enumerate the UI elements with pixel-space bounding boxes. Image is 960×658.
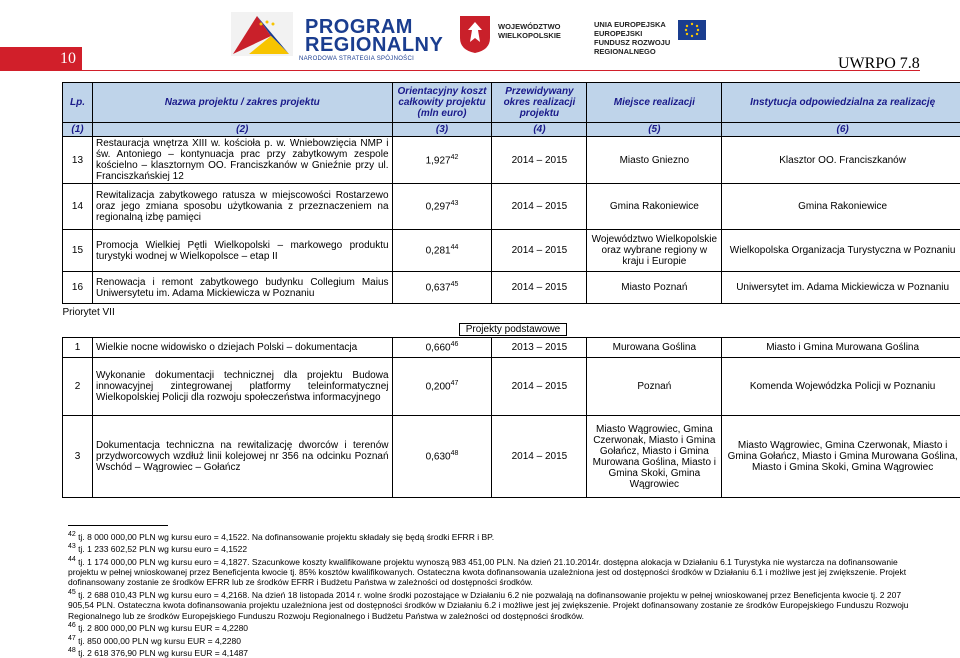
voivodeship-name: WOJEWÓDZTWO WIELKOPOLSKIE xyxy=(498,22,566,40)
col-number: (5) xyxy=(587,123,722,137)
footnote: $^{46}$ tj. 2 800 000,00 PLN wg kursu EUR = 4,2280 xyxy=(68,621,920,633)
table-numbers-row xyxy=(63,123,960,137)
row-period: 2014 – 2015 xyxy=(492,230,587,272)
row-period: 2014 – 2015 xyxy=(492,272,587,304)
row-cost: 0,637$^{45}$ xyxy=(392,272,492,304)
col-name: Nazwa projektu / zakres projektu xyxy=(92,83,392,123)
table-row xyxy=(63,137,960,184)
row-name: Wielkie nocne widowisko o dziejach Polski – dokumentacja xyxy=(92,338,392,358)
row-place: Gmina Rakoniewice xyxy=(587,184,722,230)
eu-logo xyxy=(594,12,704,52)
footnotes xyxy=(68,530,920,658)
col-place: Miejsce realizacji xyxy=(587,83,722,123)
footnote: $^{44}$ tj. 1 174 000,00 PLN wg kursu euro = 4,1827. Szacunkowe koszty kwalifikowane projektu wynoszą 983 451,00 PLN. Na dzień 21.10.2014r. dostępna alokacja w Działaniu 6.1 Turystyka nie wystarcza na dofinansowanie projektu w pełnej wnioskowanej przez Beneficjenta kwocie tj. 85% kosztów kwalifikowanych. Ostateczna kwota dofinansowania uzależniona jest od dostępności środków w Działaniu 6.1 i możliwe jest jej zwiększenie. Projekt dofinansowany zostanie ze środków EFRR lub ze środków EFRR i Budżetu Państwa w zależności od dostępności środków. xyxy=(68,555,920,588)
row-name: Renowacja i remont zabytkowego budynku Collegium Maius Uniwersytetu im. Adama Mickiewicza w Poznaniu xyxy=(92,272,392,304)
col-lp: Lp. xyxy=(63,83,93,123)
row-place: Miasto Poznań xyxy=(587,272,722,304)
col-number: (4) xyxy=(492,123,587,137)
row-cost: 0,200$^{47}$ xyxy=(392,358,492,416)
col-number: (2) xyxy=(92,123,392,137)
eu-fund-name: UNIA EUROPEJSKA EUROPEJSKI FUNDUSZ ROZWOJU REGIONALNEGO xyxy=(594,20,676,56)
row-lp: 3 xyxy=(63,416,93,498)
header-rule xyxy=(82,70,920,71)
table-row xyxy=(63,184,960,230)
eu-flag-icon xyxy=(678,20,706,40)
row-institution: Komenda Wojewódzka Policji w Poznaniu xyxy=(722,358,960,416)
row-name: Wykonanie dokumentacji technicznej dla projektu Budowa innowacyjnej zintegrowanej platformy teleinformatycznej Wielkopolskiej Policji dla rozwoju społeczeństwa informacyjnego xyxy=(92,358,392,416)
row-place: Miasto Gniezno xyxy=(587,137,722,184)
eagle-crest-icon xyxy=(456,14,494,54)
row-period: 2014 – 2015 xyxy=(492,137,587,184)
row-cost: 0,281$^{44}$ xyxy=(392,230,492,272)
footnote: $^{48}$ tj. 2 618 376,90 PLN wg kursu EUR = 4,1487 xyxy=(68,646,920,658)
projects-table xyxy=(62,82,960,498)
row-institution: Miasto Wągrowiec, Gmina Czerwonak, Miasto i Gmina Gołańcz, Miasto i Gmina Murowana Goślina, Miasto i Gmina Skoki, Gmina Wągrowiec xyxy=(722,416,960,498)
col-institution: Instytucja odpowiedzialna za realizację xyxy=(722,83,960,123)
table-row xyxy=(63,358,960,416)
col-cost: Orientacyjny koszt całkowity projektu (mln euro) xyxy=(392,83,492,123)
footnote: $^{42}$ tj. 8 000 000,00 PLN wg kursu euro = 4,1522. Na dofinansowanie projektu składały się będą środki EFRR i BP. xyxy=(68,530,920,542)
row-period: 2013 – 2015 xyxy=(492,338,587,358)
row-lp: 13 xyxy=(63,137,93,184)
document-code: UWRPO 7.8 xyxy=(838,55,920,73)
section-row xyxy=(63,322,960,338)
program-regionalny-logo xyxy=(227,6,427,64)
col-number: (6) xyxy=(722,123,960,137)
row-lp: 14 xyxy=(63,184,93,230)
row-lp: 1 xyxy=(63,338,93,358)
row-lp: 16 xyxy=(63,272,93,304)
row-place: Murowana Goślina xyxy=(587,338,722,358)
row-institution: Klasztor OO. Franciszkanów xyxy=(722,137,960,184)
row-name: Promocja Wielkiej Pętli Wielkopolski – markowego produktu turystyki wodnej w Wielkopolsce – etap II xyxy=(92,230,392,272)
row-cost: 0,660$^{46}$ xyxy=(392,338,492,358)
row-institution: Uniwersytet im. Adama Mickiewicza w Poznaniu xyxy=(722,272,960,304)
table-header-row xyxy=(63,83,960,123)
priority-row xyxy=(63,304,960,322)
section-label: Projekty podstawowe xyxy=(63,322,960,338)
footnote: $^{43}$ tj. 1 233 602,52 PLN wg kursu euro = 4,1522 xyxy=(68,542,920,554)
col-number: (3) xyxy=(392,123,492,137)
table-row xyxy=(63,416,960,498)
row-period: 2014 – 2015 xyxy=(492,184,587,230)
row-place: Poznań xyxy=(587,358,722,416)
footnote: $^{47}$ tj. 850 000,00 PLN wg kursu EUR = 4,2280 xyxy=(68,634,920,646)
row-cost: 0,630$^{48}$ xyxy=(392,416,492,498)
row-institution: Miasto i Gmina Murowana Goślina xyxy=(722,338,960,358)
row-cost: 1,927$^{42}$ xyxy=(392,137,492,184)
col-number: (1) xyxy=(63,123,93,137)
row-place: Województwo Wielkopolskie oraz wybrane regiony w kraju i Europie xyxy=(587,230,722,272)
wielkopolska-logo xyxy=(456,14,566,54)
program-subtitle: NARODOWA STRATEGIA SPÓJNOŚCI xyxy=(299,56,414,62)
row-lp: 2 xyxy=(63,358,93,416)
row-place: Miasto Wągrowiec, Gmina Czerwonak, Miasto i Gmina Gołańcz, Miasto i Gmina Murowana Goślina, Miasto i Gmina Skoki, Gmina Wągrowiec xyxy=(587,416,722,498)
row-name: Rewitalizacja zabytkowego ratusza w miejscowości Rostarzewo oraz jego zmiana sposobu użytkowania z przeznaczeniem na regionalną izbę pamięci xyxy=(92,184,392,230)
row-lp: 15 xyxy=(63,230,93,272)
row-institution: Gmina Rakoniewice xyxy=(722,184,960,230)
col-period: Przewidywany okres realizacji projektu xyxy=(492,83,587,123)
page-number: 10 xyxy=(0,47,82,71)
row-name: Restauracja wnętrza XIII w. kościoła p. w. Wniebowzięcia NMP i św. Antoniego – kontynuacja prac przy zabytkowym zespole kościelno – klasztornym OO. Franciszkanów w Gnieźnie przy ul. Franciszkańskiej 12 xyxy=(92,137,392,184)
priority-label: Priorytet VII xyxy=(63,304,960,322)
program-flag-icon xyxy=(227,6,297,62)
footnote-rule xyxy=(68,525,168,526)
row-institution: Wielkopolska Organizacja Turystyczna w Poznaniu xyxy=(722,230,960,272)
table-row xyxy=(63,230,960,272)
table-row xyxy=(63,338,960,358)
row-cost: 0,297$^{43}$ xyxy=(392,184,492,230)
row-period: 2014 – 2015 xyxy=(492,416,587,498)
table-row xyxy=(63,272,960,304)
row-period: 2014 – 2015 xyxy=(492,358,587,416)
row-name: Dokumentacja techniczna na rewitalizację dworców i terenów przydworcowych wzdłuż linii kolejowej nr 356 na odcinku Poznań Wschód – Wągrowiec – Gołańcz xyxy=(92,416,392,498)
footnote: $^{45}$ tj. 2 688 010,43 PLN wg kursu euro = 4,2168. Na dzień 18 listopada 2014 r. wolne środki pozostające w Działaniu 6.2 nie pozwalają na dofinansowanie projektu w pełnej wnioskowanej przez Beneficjenta kwocie tj. 2 207 905,54 PLN. Ostateczna kwota dofinansowania projektu uzależniona jest od dostępności środków w Działaniu 6.2 i możliwe jest jej zwiększenie. Projekt dofinansowany zostanie ze środków Europejskiego Funduszu Rozwoju Regionalnego lub ze środków Europejskiego Funduszu Rozwoju Regionalnego i Budżetu Państwa w zależności od dostępności środków. xyxy=(68,588,920,621)
program-title: PROGRAM REGIONALNY xyxy=(305,18,443,54)
